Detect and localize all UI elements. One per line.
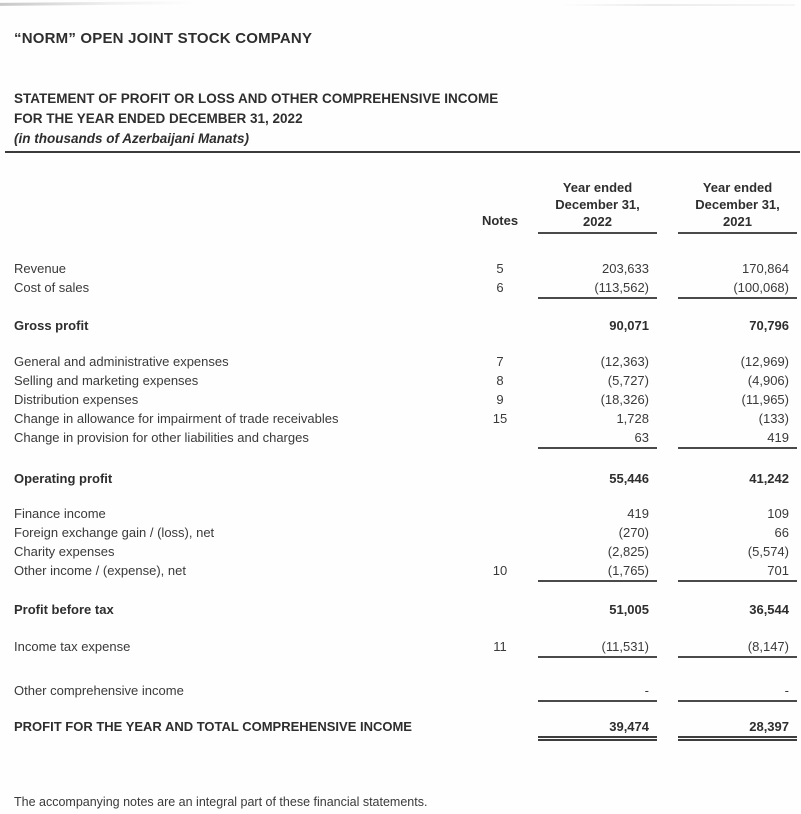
row-note	[470, 523, 530, 542]
value-2021: 70,796	[749, 318, 789, 333]
value-2021: 41,242	[749, 471, 789, 486]
statement-period: FOR THE YEAR ENDED DECEMBER 31, 2022	[14, 111, 303, 126]
column-gap	[530, 542, 538, 561]
value-2021: (4,906)	[747, 373, 789, 388]
statement-row	[14, 409, 797, 428]
row-note: 9	[496, 392, 504, 407]
column-gap	[657, 352, 678, 371]
statement-row	[14, 259, 797, 278]
value-2022: (5,727)	[607, 373, 649, 388]
column-header-2022	[538, 179, 657, 234]
row-label: Charity expenses	[14, 544, 115, 559]
row-label: Income tax expense	[14, 639, 131, 654]
row-label: PROFIT FOR THE YEAR AND TOTAL COMPREHENSIVE INCOME	[14, 719, 412, 734]
value-2021: 109	[767, 506, 789, 521]
column-gap	[657, 542, 678, 561]
row-note: 7	[496, 354, 504, 369]
column-gap	[657, 600, 678, 619]
value-2021: 36,544	[749, 602, 789, 617]
statement-row	[14, 504, 797, 523]
column-gap	[530, 681, 538, 702]
statement-row	[14, 316, 797, 335]
column-header-2021-line3: 2021	[723, 214, 752, 229]
value-2021: (5,574)	[747, 544, 789, 559]
row-note: 10	[492, 563, 508, 578]
column-gap	[657, 428, 678, 449]
row-note	[470, 542, 530, 561]
column-header-2021	[678, 179, 797, 234]
value-2021: (133)	[758, 411, 789, 426]
column-gap	[657, 717, 678, 741]
table-body	[14, 259, 797, 741]
value-2021: 28,397	[678, 717, 797, 741]
row-note	[470, 717, 530, 741]
header-rule	[5, 151, 800, 153]
value-2022: 90,071	[609, 318, 649, 333]
scan-artifact	[560, 4, 795, 6]
column-header-2021-line2: December 31,	[695, 197, 780, 212]
statement-row	[14, 717, 797, 741]
row-label: Profit before tax	[14, 602, 114, 617]
column-header-2022-line1: Year ended	[562, 180, 633, 195]
row-note	[470, 428, 530, 449]
notes-column-header: Notes	[481, 213, 519, 228]
row-note: 6	[496, 280, 504, 295]
row-label: Other comprehensive income	[14, 683, 184, 698]
row-label: General and administrative expenses	[14, 354, 229, 369]
column-gap	[657, 561, 678, 582]
row-note: 5	[496, 261, 504, 276]
column-gap	[530, 428, 538, 449]
row-label: Change in allowance for impairment of trade receivables	[14, 411, 339, 426]
column-gap	[657, 681, 678, 702]
row-label: Operating profit	[14, 471, 113, 486]
row-label: Other income / (expense), net	[14, 563, 186, 578]
column-gap	[530, 600, 538, 619]
column-gap	[530, 259, 538, 278]
column-gap	[530, 717, 538, 741]
statement-row	[14, 681, 797, 702]
row-note	[470, 469, 530, 488]
statement-row	[14, 371, 797, 390]
statement-row	[14, 561, 797, 582]
row-note	[470, 600, 530, 619]
row-label: Distribution expenses	[14, 392, 139, 407]
statement-row	[14, 542, 797, 561]
value-2021: (100,068)	[678, 278, 797, 299]
table-header-row	[14, 179, 797, 234]
scan-artifact	[0, 1, 195, 6]
value-2022: (113,562)	[538, 278, 657, 299]
row-note	[470, 504, 530, 523]
column-gap	[657, 409, 678, 428]
column-gap	[530, 561, 538, 582]
row-label: Cost of sales	[14, 280, 90, 295]
column-gap	[657, 469, 678, 488]
currency-note: (in thousands of Azerbaijani Manats)	[14, 131, 250, 146]
column-gap	[657, 316, 678, 335]
column-header-2022-line3: 2022	[583, 214, 612, 229]
value-2021: (12,969)	[740, 354, 789, 369]
column-gap	[530, 637, 538, 658]
column-header-2021-line1: Year ended	[702, 180, 773, 195]
column-gap	[530, 469, 538, 488]
value-2022: (2,825)	[607, 544, 649, 559]
statement-row	[14, 600, 797, 619]
value-2022: (270)	[618, 525, 649, 540]
column-gap	[530, 409, 538, 428]
statement-row	[14, 278, 797, 299]
value-2021: 170,864	[742, 261, 789, 276]
value-2022: (11,531)	[538, 637, 657, 658]
value-2021: 419	[678, 428, 797, 449]
column-gap	[530, 371, 538, 390]
statement-row	[14, 428, 797, 449]
row-note	[470, 316, 530, 335]
row-label: Gross profit	[14, 318, 89, 333]
column-gap	[657, 637, 678, 658]
column-header-2022-line2: December 31,	[555, 197, 640, 212]
statement-row	[14, 352, 797, 371]
statement-table	[14, 179, 797, 741]
company-title: “NORM” OPEN JOINT STOCK COMPANY	[14, 30, 313, 47]
footer-note: The accompanying notes are an integral part of these financial statements.	[14, 795, 428, 809]
value-2022: 419	[627, 506, 649, 521]
value-2022: 39,474	[538, 717, 657, 741]
statement-row	[14, 390, 797, 409]
value-2022: -	[538, 681, 657, 702]
value-2022: 51,005	[609, 602, 649, 617]
value-2022: (12,363)	[600, 354, 649, 369]
value-2021: 66	[774, 525, 789, 540]
statement-row	[14, 469, 797, 488]
row-note: 8	[496, 373, 504, 388]
column-gap	[530, 278, 538, 299]
value-2022: 203,633	[602, 261, 649, 276]
value-2022: 1,728	[616, 411, 649, 426]
column-gap	[530, 504, 538, 523]
value-2022: (18,326)	[600, 392, 649, 407]
row-label: Foreign exchange gain / (loss), net	[14, 525, 215, 540]
row-note: 15	[492, 411, 508, 426]
column-gap	[657, 371, 678, 390]
value-2021: -	[678, 681, 797, 702]
row-label: Change in provision for other liabilities and charges	[14, 430, 309, 445]
statement-row	[14, 523, 797, 542]
statement-title: STATEMENT OF PROFIT OR LOSS AND OTHER COMPREHENSIVE INCOME	[14, 91, 499, 106]
statement-header	[14, 89, 797, 149]
row-note: 11	[493, 639, 507, 654]
value-2021: (8,147)	[678, 637, 797, 658]
row-note	[470, 681, 530, 702]
value-2022: 55,446	[609, 471, 649, 486]
column-gap	[530, 523, 538, 542]
column-gap	[657, 278, 678, 299]
value-2022: 63	[538, 428, 657, 449]
column-gap	[657, 259, 678, 278]
value-2022: (1,765)	[538, 561, 657, 582]
row-label: Finance income	[14, 506, 106, 521]
column-gap	[657, 523, 678, 542]
value-2021: 701	[678, 561, 797, 582]
statement-row	[14, 637, 797, 658]
column-gap	[530, 316, 538, 335]
row-label: Revenue	[14, 261, 67, 276]
column-gap	[657, 390, 678, 409]
column-gap	[530, 390, 538, 409]
column-gap	[657, 504, 678, 523]
column-gap	[530, 352, 538, 371]
row-label: Selling and marketing expenses	[14, 373, 199, 388]
value-2021: (11,965)	[741, 392, 789, 407]
